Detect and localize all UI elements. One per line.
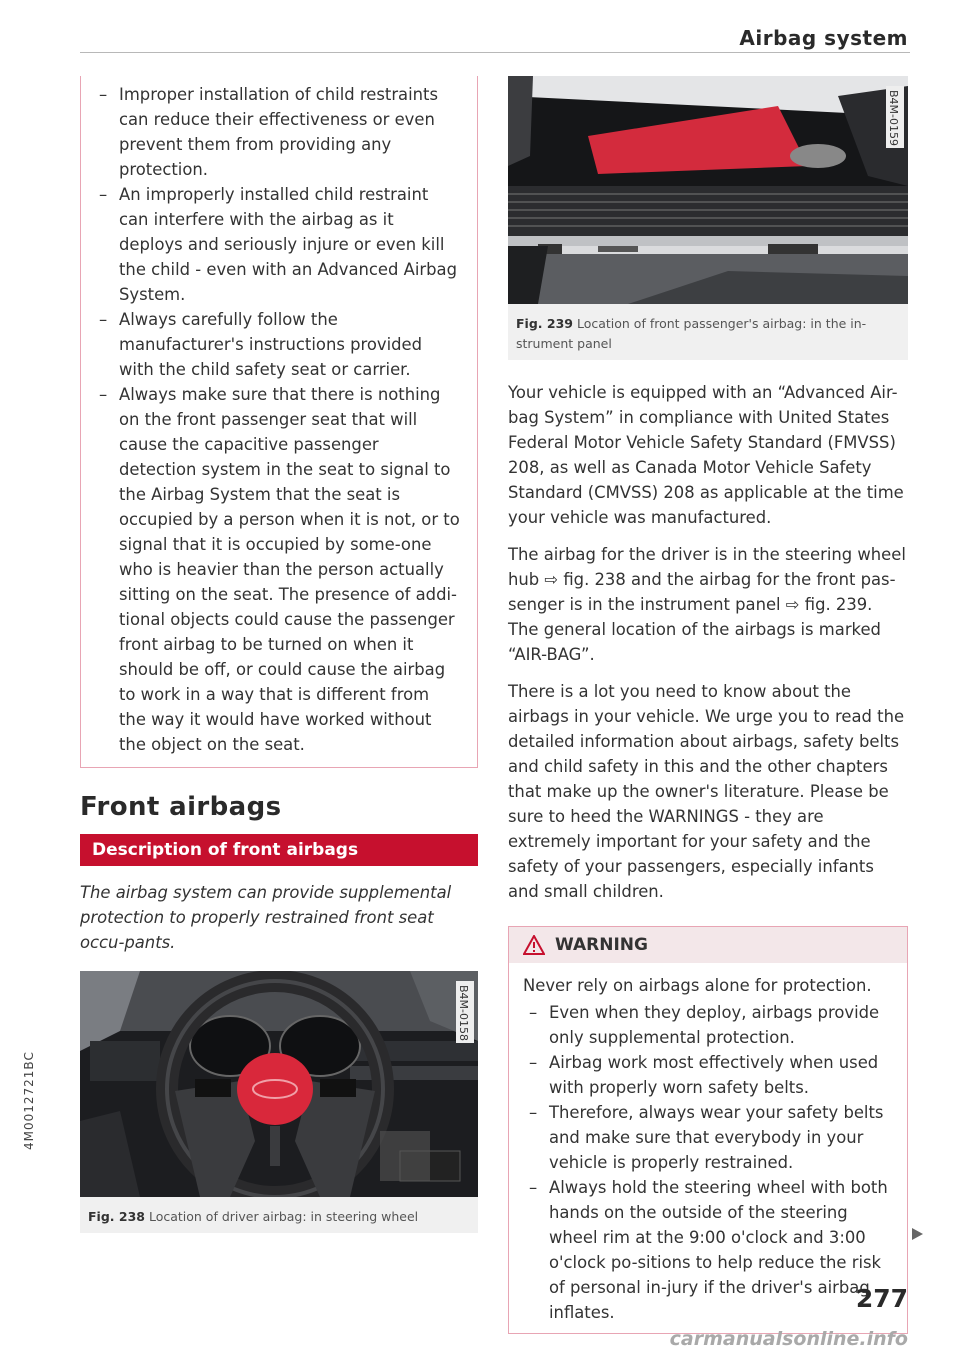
steering-wheel-photo bbox=[80, 971, 478, 1201]
figure-caption bbox=[508, 308, 908, 354]
warning-item: – Improper installation of child restraints can reduce their effectiveness or even prevent them from providing any protection. bbox=[93, 82, 461, 182]
continue-arrow-icon bbox=[912, 1228, 923, 1240]
figure-238 bbox=[80, 971, 478, 1233]
warning-item: – Therefore, always wear your safety belts and make sure that everybody in your vehicle is properly restrained. bbox=[523, 1100, 893, 1175]
subsection-title: Description of front airbags bbox=[80, 834, 478, 866]
figure-caption-text: Location of driver airbag: in steering wheel bbox=[148, 1209, 419, 1224]
left-column bbox=[80, 76, 478, 1233]
figure-239 bbox=[508, 76, 908, 360]
figure-label: Fig. 238 bbox=[88, 1209, 145, 1224]
warning-item: – Airbag work most effectively when used with properly worn safety belts. bbox=[523, 1050, 893, 1100]
warning-triangle-icon bbox=[523, 935, 545, 955]
warning-item: – Always carefully follow the manufacturer's instructions provided with the child safety seat or carrier. bbox=[93, 307, 461, 382]
figure-code: B4M-0158 bbox=[456, 981, 474, 1043]
child-restraint-warning-continued bbox=[80, 76, 478, 768]
watermark: carmanualsonline.info bbox=[669, 1328, 908, 1350]
figure-caption-text: Location of front passenger's airbag: in the in-strument panel bbox=[516, 316, 867, 351]
page-number: 277 bbox=[855, 1284, 908, 1313]
airbag-warning-box bbox=[508, 926, 908, 1334]
running-header: Airbag system bbox=[739, 26, 908, 50]
body-paragraph: There is a lot you need to know about the airbags in your vehicle. We urge you to read the detailed information about airbags, safety belts and child safety in this and the other chapters that make up the owner's literature. Please be sure to heed the WARNINGS - they are extremely important for your safety and the safety of your passengers, especially infants and small children. bbox=[508, 682, 905, 901]
warning-body bbox=[509, 963, 907, 1333]
warning-lead: Never rely on airbags alone for protection. bbox=[523, 976, 872, 995]
right-column bbox=[508, 76, 908, 1334]
header-rule bbox=[80, 52, 910, 53]
section-title: Front airbags bbox=[80, 792, 282, 822]
body-paragraph: Your vehicle is equipped with an “Advanced Air-bag System” in compliance with United States Federal Motor Vehicle Safety Standard (FMVSS) 208, as well as Canada Motor Vehicle Safety Standard (CMVSS) 208 as applicable at the time your vehicle was manufactured. bbox=[508, 383, 904, 527]
intro-text: The airbag system can provide supplemental protection to properly restrained front seat occu-pants. bbox=[80, 883, 452, 952]
warning-header bbox=[509, 927, 907, 963]
document-code: 4M0012721BC bbox=[22, 1051, 36, 1150]
warning-item: – Always make sure that there is nothing on the front passenger seat that will cause the capacitive passenger detection system in the seat to signal to the Airbag System that the seat is occupied by a person when it is not, or to signal that it is occupied by some-one who is heavier than the person actually sitting on the seat. The presence of addi-tional objects could cause the passenger front airbag to be turned on when it should be off, or could cause the airbag to work in a way that is different from the way it would have worked without the object on the seat. bbox=[93, 382, 461, 757]
warning-title: WARNING bbox=[555, 935, 648, 955]
instrument-panel-illustration bbox=[508, 76, 908, 304]
figure-code: B4M-0159 bbox=[886, 86, 904, 148]
warning-list bbox=[523, 1000, 893, 1325]
body-paragraph: The airbag for the driver is in the steering wheel hub ⇨ fig. 238 and the airbag for the front pas-senger is in the instrument panel ⇨ fig. 239. The general location of the airbags is marked “AIR-BAG”. bbox=[508, 545, 906, 664]
warning-item: – An improperly installed child restraint can interfere with the airbag as it deploys and seriously injure or even kill the child - even with an Advanced Airbag System. bbox=[93, 182, 461, 307]
steering-wheel-illustration bbox=[80, 971, 478, 1197]
warning-item: – Always hold the steering wheel with both hands on the outside of the steering wheel rim at the 9:00 o'clock and 3:00 o'clock po-sitions to help reduce the risk of personal in-jury if the driver's airbag inflates. bbox=[523, 1175, 893, 1325]
warning-list bbox=[93, 82, 461, 757]
figure-label: Fig. 239 bbox=[516, 316, 573, 331]
instrument-panel-photo bbox=[508, 76, 908, 308]
warning-item: – Even when they deploy, airbags provide only supplemental protection. bbox=[523, 1000, 893, 1050]
figure-caption bbox=[80, 1201, 478, 1227]
